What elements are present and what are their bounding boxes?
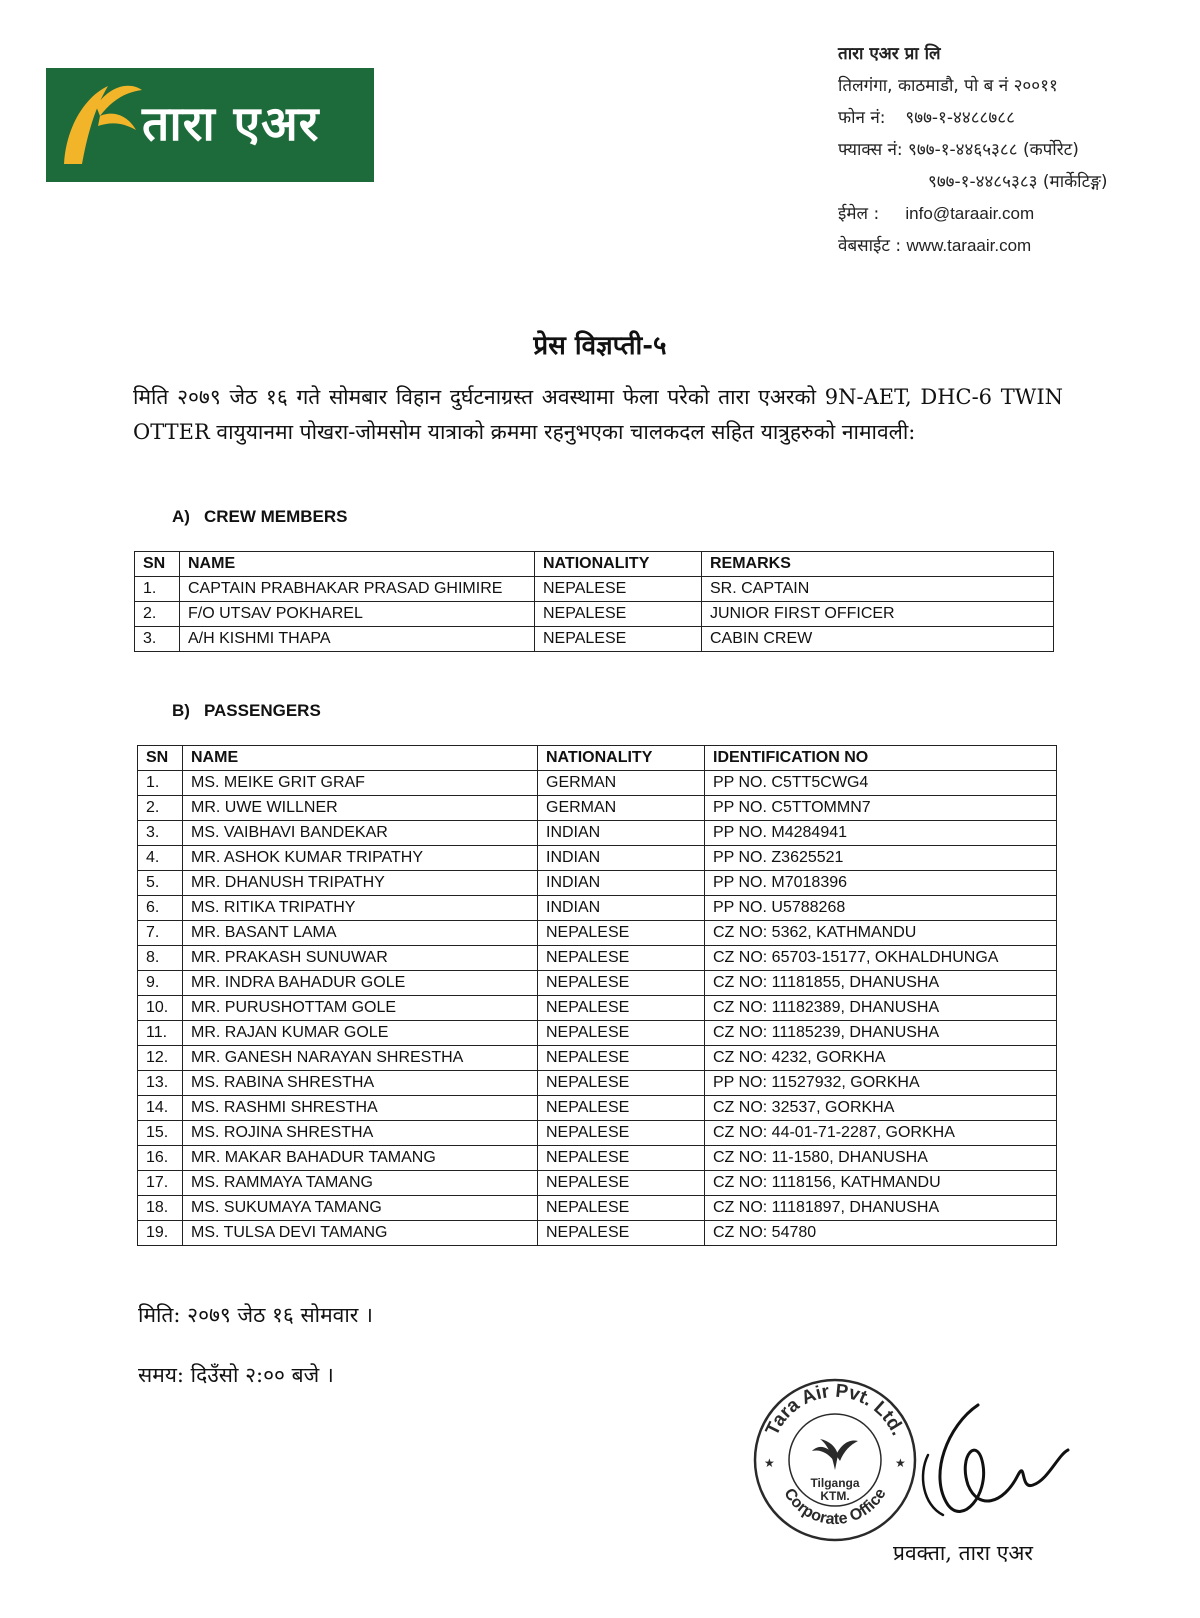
passengers-sn-cell: 5.	[138, 871, 183, 896]
crew-header-sn: SN	[135, 552, 180, 577]
crew-header-remarks: REMARKS	[702, 552, 1054, 577]
crew-table-body	[135, 577, 1054, 652]
passengers-identification-cell: CZ NO: 11185239, DHANUSHA	[705, 1021, 1057, 1046]
crew-heading	[172, 507, 362, 527]
crew-name-cell: A/H KISHMI THAPA	[180, 627, 535, 652]
passengers-identification-cell: PP NO. Z3625521	[705, 846, 1057, 871]
passengers-table-row	[138, 1096, 1057, 1121]
passengers-table-row	[138, 1121, 1057, 1146]
passengers-nationality-cell: GERMAN	[538, 771, 705, 796]
passengers-identification-cell: PP NO. M7018396	[705, 871, 1057, 896]
web-row	[838, 230, 1108, 262]
passengers-name-cell: MR. PURUSHOTTAM GOLE	[183, 996, 538, 1021]
passengers-name-cell: MS. RASHMI SHRESTHA	[183, 1096, 538, 1121]
email-value: info@taraair.com	[905, 204, 1035, 223]
passengers-identification-cell: CZ NO: 1118156, KATHMANDU	[705, 1171, 1057, 1196]
passengers-identification-cell: CZ NO: 5362, KATHMANDU	[705, 921, 1057, 946]
passengers-identification-cell: PP NO. C5TTOMMN7	[705, 796, 1057, 821]
passengers-name-cell: MR. INDRA BAHADUR GOLE	[183, 971, 538, 996]
passengers-identification-cell: CZ NO: 65703-15177, OKHALDHUNGA	[705, 946, 1057, 971]
crew-heading-text: CREW MEMBERS	[203, 507, 348, 526]
passengers-sn-cell: 2.	[138, 796, 183, 821]
passengers-table-row	[138, 996, 1057, 1021]
passengers-name-cell: MR. PRAKASH SUNUWAR	[183, 946, 538, 971]
svg-text:Tara Air Pvt. Ltd.	[762, 1381, 908, 1439]
passengers-nationality-cell: NEPALESE	[538, 1221, 705, 1246]
passengers-nationality-cell: INDIAN	[538, 821, 705, 846]
passengers-name-cell: MR. BASANT LAMA	[183, 921, 538, 946]
passengers-identification-cell: CZ NO: 44-01-71-2287, GORKHA	[705, 1121, 1057, 1146]
crew-table-row	[135, 577, 1054, 602]
passengers-identification-cell: CZ NO: 32537, GORKHA	[705, 1096, 1057, 1121]
passengers-name-cell: MR. UWE WILLNER	[183, 796, 538, 821]
passengers-marker: B)	[172, 701, 190, 720]
signature	[908, 1395, 1078, 1535]
passengers-sn-cell: 10.	[138, 996, 183, 1021]
passengers-header-name: NAME	[183, 746, 538, 771]
passengers-nationality-cell: NEPALESE	[538, 1121, 705, 1146]
passengers-sn-cell: 1.	[138, 771, 183, 796]
passengers-table-row	[138, 771, 1057, 796]
passengers-nationality-cell: GERMAN	[538, 796, 705, 821]
passengers-nationality-cell: NEPALESE	[538, 1021, 705, 1046]
passengers-table-row	[138, 1171, 1057, 1196]
company-logo	[46, 68, 374, 182]
passengers-identification-cell: PP NO. C5TT5CWG4	[705, 771, 1057, 796]
company-name: तारा एअर प्रा लि	[838, 44, 941, 64]
stamp-bottom-text: Corporate Office	[780, 1485, 890, 1529]
passengers-name-cell: MR. DHANUSH TRIPATHY	[183, 871, 538, 896]
passengers-table-row	[138, 971, 1057, 996]
stamp-top-text: Tara Air Pvt. Ltd.	[761, 1380, 909, 1439]
passengers-nationality-cell: INDIAN	[538, 896, 705, 921]
phone-row	[838, 102, 1108, 134]
passengers-name-cell: MS. RITIKA TRIPATHY	[183, 896, 538, 921]
crew-sn-cell: 1.	[135, 577, 180, 602]
passengers-sn-cell: 11.	[138, 1021, 183, 1046]
passengers-nationality-cell: INDIAN	[538, 846, 705, 871]
passengers-identification-cell: PP NO. M4284941	[705, 821, 1057, 846]
passengers-name-cell: MR. MAKAR BAHADUR TAMANG	[183, 1146, 538, 1171]
passengers-sn-cell: 12.	[138, 1046, 183, 1071]
passengers-nationality-cell: NEPALESE	[538, 946, 705, 971]
passengers-sn-cell: 18.	[138, 1196, 183, 1221]
spokesperson-label: प्रवक्ता, तारा एअर	[893, 1541, 1033, 1565]
crew-table	[134, 551, 1054, 652]
phone-label: फोन नं:	[838, 108, 886, 128]
passengers-table-row	[138, 796, 1057, 821]
passengers-sn-cell: 15.	[138, 1121, 183, 1146]
stamp-center-line-2: KTM.	[820, 1489, 850, 1503]
passengers-name-cell: MS. ROJINA SHRESTHA	[183, 1121, 538, 1146]
passengers-identification-cell: CZ NO: 11181897, DHANUSHA	[705, 1196, 1057, 1221]
passengers-identification-cell: CZ NO: 11-1580, DHANUSHA	[705, 1146, 1057, 1171]
passengers-identification-cell: CZ NO: 11182389, DHANUSHA	[705, 996, 1057, 1021]
passengers-sn-cell: 8.	[138, 946, 183, 971]
passengers-name-cell: MS. TULSA DEVI TAMANG	[183, 1221, 538, 1246]
passengers-sn-cell: 14.	[138, 1096, 183, 1121]
passengers-table-row	[138, 1221, 1057, 1246]
passengers-sn-cell: 7.	[138, 921, 183, 946]
passengers-nationality-cell: NEPALESE	[538, 1096, 705, 1121]
passengers-identification-cell: CZ NO: 54780	[705, 1221, 1057, 1246]
passengers-sn-cell: 17.	[138, 1171, 183, 1196]
crew-table-row	[135, 627, 1054, 652]
fax-value-2: ९७७-१-४४८५३८३ (मार्केटिङ्ग)	[928, 172, 1108, 192]
passengers-sn-cell: 13.	[138, 1071, 183, 1096]
crew-sn-cell: 2.	[135, 602, 180, 627]
passengers-name-cell: MS. VAIBHAVI BANDEKAR	[183, 821, 538, 846]
email-label: ईमेल :	[838, 204, 880, 224]
crew-remarks-cell: JUNIOR FIRST OFFICER	[702, 602, 1054, 627]
passengers-table-row	[138, 921, 1057, 946]
passengers-sn-cell: 9.	[138, 971, 183, 996]
crew-name-cell: CAPTAIN PRABHAKAR PRASAD GHIMIRE	[180, 577, 535, 602]
crew-remarks-cell: CABIN CREW	[702, 627, 1054, 652]
crew-nationality-cell: NEPALESE	[535, 577, 702, 602]
passengers-table-row	[138, 871, 1057, 896]
passengers-name-cell: MR. GANESH NARAYAN SHRESTHA	[183, 1046, 538, 1071]
passengers-identification-cell: CZ NO: 4232, GORKHA	[705, 1046, 1057, 1071]
passengers-table-row	[138, 846, 1057, 871]
crew-nationality-cell: NEPALESE	[535, 602, 702, 627]
crew-remarks-cell: SR. CAPTAIN	[702, 577, 1054, 602]
crew-name-cell: F/O UTSAV POKHAREL	[180, 602, 535, 627]
passengers-table-body	[138, 771, 1057, 1246]
passengers-name-cell: MS. RAMMAYA TAMANG	[183, 1171, 538, 1196]
passengers-sn-cell: 4.	[138, 846, 183, 871]
passengers-table-row	[138, 896, 1057, 921]
passengers-sn-cell: 19.	[138, 1221, 183, 1246]
passengers-name-cell: MS. RABINA SHRESTHA	[183, 1071, 538, 1096]
passengers-header-nationality: NATIONALITY	[538, 746, 705, 771]
fax-row	[838, 134, 1108, 166]
passengers-nationality-cell: NEPALESE	[538, 1071, 705, 1096]
passengers-name-cell: MR. ASHOK KUMAR TRIPATHY	[183, 846, 538, 871]
intro-paragraph: मिति २०७९ जेठ १६ गते सोमबार विहान दुर्घटनाग्रस्त अवस्थामा फेला परेको तारा एअरको 9N-AET, DHC-6 TWIN OTTER वायुयानमा पोखरा-जोमसोम यात्राको क्रममा रहनुभएका चालकदल सहित यात्रुहरुको नामावली:	[133, 385, 1063, 444]
page-title: प्रेस विज्ञप्ती-५	[533, 331, 667, 361]
fax-value-1: ९७७-१-४४६५३८८ (कर्पोरेट)	[908, 140, 1079, 160]
passengers-identification-cell: PP NO. U5788268	[705, 896, 1057, 921]
passengers-name-cell: MS. MEIKE GRIT GRAF	[183, 771, 538, 796]
logo-wordmark: तारा एअर	[142, 96, 320, 152]
crew-sn-cell: 3.	[135, 627, 180, 652]
passengers-nationality-cell: NEPALESE	[538, 1146, 705, 1171]
stamp-star-left-icon: ★	[764, 1456, 775, 1470]
passengers-identification-cell: PP NO: 11527932, GORKHA	[705, 1071, 1057, 1096]
web-label: वेबसाईट :	[838, 236, 902, 256]
passengers-heading-text: PASSENGERS	[203, 701, 321, 720]
passengers-nationality-cell: NEPALESE	[538, 996, 705, 1021]
crew-nationality-cell: NEPALESE	[535, 627, 702, 652]
contact-block	[838, 38, 1108, 262]
passengers-table-row	[138, 821, 1057, 846]
passengers-nationality-cell: INDIAN	[538, 871, 705, 896]
passengers-table	[137, 745, 1057, 1246]
address: तिलगंगा, काठमाडौ, पो ब नं २००११	[838, 76, 1058, 96]
crew-header-nationality: NATIONALITY	[535, 552, 702, 577]
phone-value: ९७७-१-४४८८७८८	[905, 108, 1015, 128]
crew-header-row	[135, 552, 1054, 577]
crew-marker: A)	[172, 507, 190, 526]
passengers-table-row	[138, 1071, 1057, 1096]
email-row	[838, 198, 1108, 230]
crew-header-name: NAME	[180, 552, 535, 577]
passengers-nationality-cell: NEPALESE	[538, 1046, 705, 1071]
passengers-header-row	[138, 746, 1057, 771]
passengers-name-cell: MR. RAJAN KUMAR GOLE	[183, 1021, 538, 1046]
passengers-table-row	[138, 946, 1057, 971]
passengers-table-row	[138, 1196, 1057, 1221]
passengers-sn-cell: 6.	[138, 896, 183, 921]
footer-date: मिति: २०७९ जेठ १६ सोमवार ।	[138, 1303, 374, 1327]
stamp-star-right-icon: ★	[895, 1456, 906, 1470]
passengers-nationality-cell: NEPALESE	[538, 971, 705, 996]
stamp-palm-icon	[812, 1439, 858, 1470]
passengers-name-cell: MS. SUKUMAYA TAMANG	[183, 1196, 538, 1221]
passengers-sn-cell: 3.	[138, 821, 183, 846]
passengers-table-row	[138, 1146, 1057, 1171]
passengers-identification-cell: CZ NO: 11181855, DHANUSHA	[705, 971, 1057, 996]
passengers-sn-cell: 16.	[138, 1146, 183, 1171]
fax-label: फ्याक्स नं:	[838, 140, 903, 160]
passengers-header-sn: SN	[138, 746, 183, 771]
stamp-center-line-1: Tilganga	[810, 1476, 860, 1490]
web-value: www.taraair.com	[906, 236, 1032, 255]
passengers-nationality-cell: NEPALESE	[538, 921, 705, 946]
passengers-table-row	[138, 1021, 1057, 1046]
passengers-heading	[172, 701, 335, 721]
company-seal-stamp	[750, 1375, 920, 1545]
passengers-nationality-cell: NEPALESE	[538, 1171, 705, 1196]
bird-logo-icon	[56, 76, 146, 172]
passengers-header-id: IDENTIFICATION NO	[705, 746, 1057, 771]
passengers-nationality-cell: NEPALESE	[538, 1196, 705, 1221]
passengers-table-row	[138, 1046, 1057, 1071]
footer-time: समय: दिउँसो २:०० बजे ।	[138, 1363, 334, 1387]
crew-table-row	[135, 602, 1054, 627]
